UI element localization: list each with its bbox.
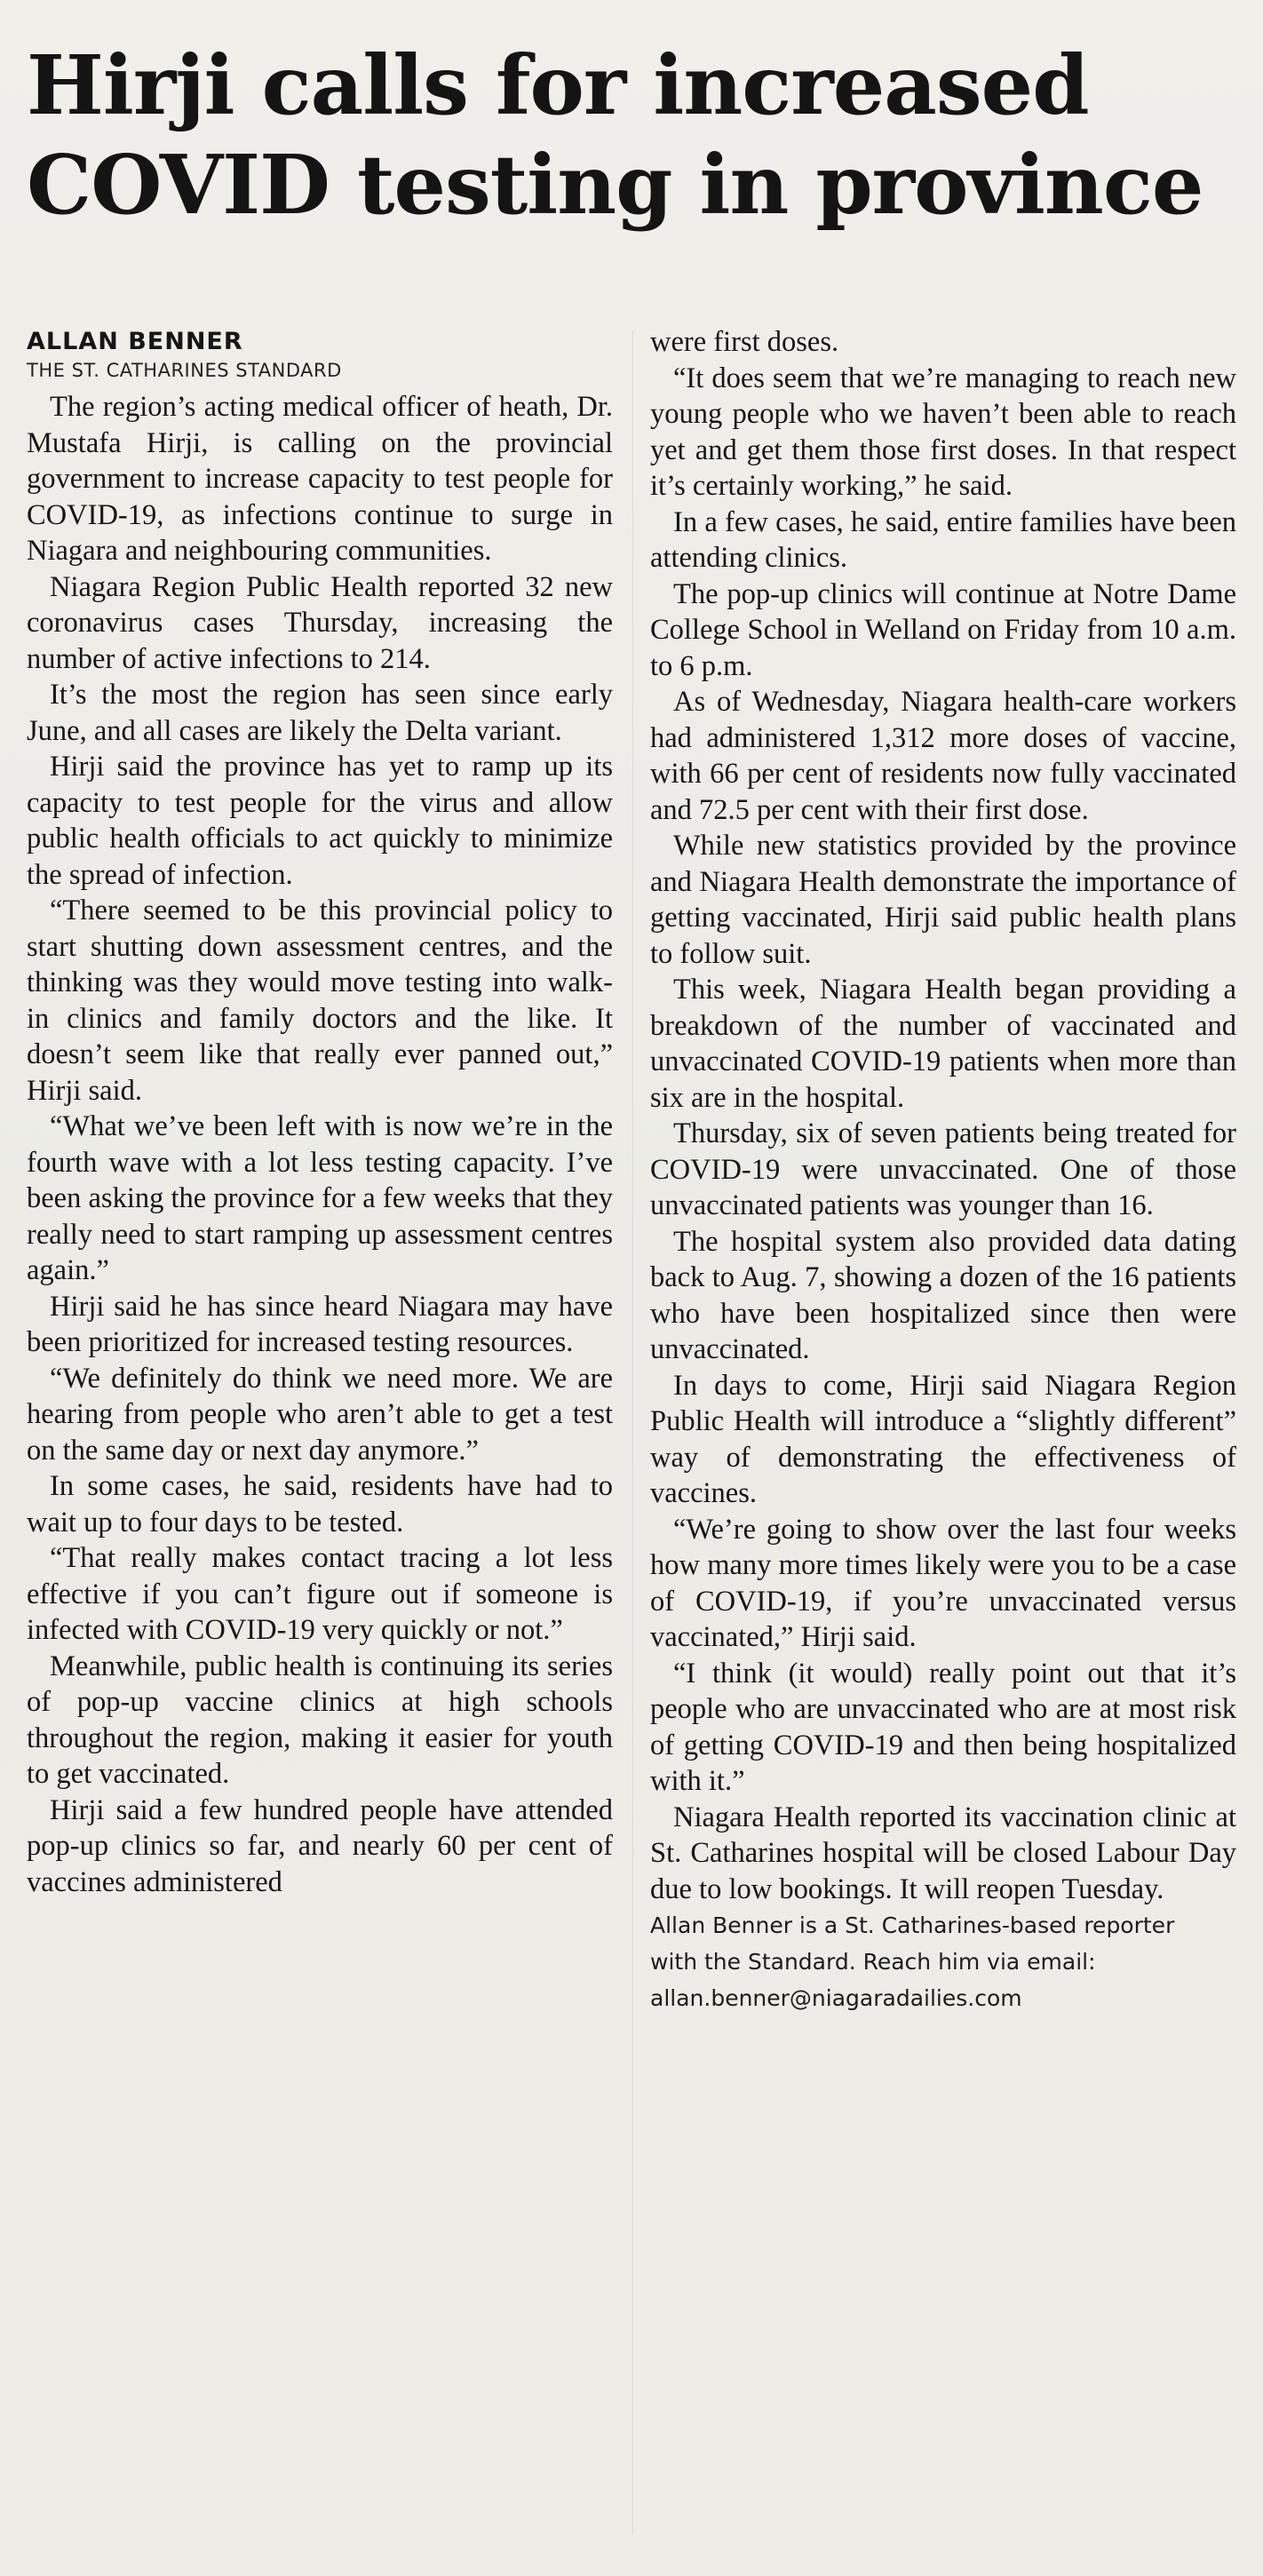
- paragraph: “There seemed to be this provincial policy to start shutting down assessment centres, and the thinking was they would move testing into walk-in clinics and family doctors and the like. It doesn’t seem like that really ever panned out,” Hirji said.: [27, 894, 613, 1107]
- paragraph: The region’s acting medical officer of heath, Dr. Mustafa Hirji, is calling on the provincial government to increase capacity to test people for COVID-19, as infections continue to surge in Niagara and neighbouring communities.: [27, 391, 613, 567]
- byline-author: ALLAN BENNER: [27, 328, 243, 355]
- paragraph: Hirji said the province has yet to ramp up its capacity to test people for the virus and allow public health officials to act quickly to minimize the spread of infection.: [27, 751, 613, 891]
- paragraph-continuation: were first doses.: [650, 326, 839, 358]
- paragraph: “I think (it would) really point out that it’s people who are unvaccinated who are at most risk of getting COVID-19 and then being hospitalized with it.”: [650, 1657, 1236, 1797]
- paragraph: In days to come, Hirji said Niagara Region Public Health will introduce a “slightly different” way of demonstrating the effectiveness of vaccines.: [650, 1369, 1236, 1509]
- paragraph: As of Wednesday, Niagara health-care workers had administered 1,312 more doses of vaccine, with 66 per cent of residents now fully vaccinated and 72.5 per cent with their first dose.: [650, 686, 1236, 826]
- column-divider: [632, 330, 633, 2533]
- byline-publication: THE ST. CATHARINES STANDARD: [27, 360, 342, 381]
- article-column-right: [650, 324, 1236, 2016]
- paragraph: Hirji said a few hundred people have attended pop-up clinics so far, and nearly 60 per cent of vaccines administered: [27, 1793, 613, 1898]
- headline: [27, 36, 1243, 235]
- paragraph: Hirji said he has since heard Niagara may have been prioritized for increased testing resources.: [27, 1290, 613, 1358]
- paragraph: The hospital system also provided data dating back to Aug. 7, showing a dozen of the 16 patients who have been hospitalized since then were unvaccinated.: [650, 1225, 1236, 1365]
- paragraph: Niagara Region Public Health reported 32 new coronavirus cases Thursday, increasing the number of active infections to 214.: [27, 570, 613, 675]
- paragraph: “We’re going to show over the last four weeks how many more times likely were you to be a case of COVID-19, if you’re unvaccinated versus vaccinated,” Hirji said.: [650, 1513, 1236, 1653]
- author-email: allan.benner@niagaradailies.com: [650, 1985, 1022, 2011]
- headline-line-2: COVID testing in province: [27, 137, 1203, 233]
- paragraph: “That really makes contact tracing a lot less effective if you can’t figure out if someone is infected with COVID-19 very quickly or not.”: [27, 1542, 613, 1646]
- author-tagline: [650, 1907, 1236, 2016]
- headline-line-1: Hirji calls for increased: [27, 37, 1089, 133]
- article-column-left: [27, 327, 613, 1900]
- paragraph: Meanwhile, public health is continuing its series of pop-up vaccine clinics at high schools throughout the region, making it easier for youth to get vaccinated.: [27, 1650, 613, 1790]
- tagline-line: Allan Benner is a St. Catharines-based reporter: [650, 1912, 1175, 1938]
- paragraph: Niagara Health reported its vaccination clinic at St. Catharines hospital will be closed Labour Day due to low bookings. It will reopen Tuesday.: [650, 1801, 1236, 1905]
- paragraph: “What we’ve been left with is now we’re in the fourth wave with a lot less testing capacity. I’ve been asking the province for a few weeks that they really need to start ramping up assessment centres again.”: [27, 1110, 613, 1286]
- tagline-line: with the Standard. Reach him via email:: [650, 1949, 1096, 1975]
- paragraph: Thursday, six of seven patients being treated for COVID-19 were unvaccinated. One of those unvaccinated patients was younger than 16.: [650, 1117, 1236, 1221]
- paragraph: In some cases, he said, residents have had to wait up to four days to be tested.: [27, 1470, 613, 1538]
- paragraph: In a few cases, he said, entire families have been attending clinics.: [650, 505, 1236, 574]
- paragraph: The pop-up clinics will continue at Notre Dame College School in Welland on Friday from 10 a.m. to 6 p.m.: [650, 577, 1236, 682]
- paragraph: This week, Niagara Health began providing a breakdown of the number of vaccinated and unvaccinated COVID-19 patients when more than six are in the hospital.: [650, 974, 1236, 1114]
- paragraph: While new statistics provided by the province and Niagara Health demonstrate the importance of getting vaccinated, Hirji said public health plans to follow suit.: [650, 830, 1236, 970]
- paragraph: “It does seem that we’re managing to reach new young people who we haven’t been able to reach yet and get them those first doses. In that respect it’s certainly working,” he said.: [650, 362, 1236, 502]
- paragraph: “We definitely do think we need more. We are hearing from people who aren’t able to get a test on the same day or next day anymore.”: [27, 1362, 613, 1467]
- paragraph: It’s the most the region has seen since early June, and all cases are likely the Delta variant.: [27, 679, 613, 747]
